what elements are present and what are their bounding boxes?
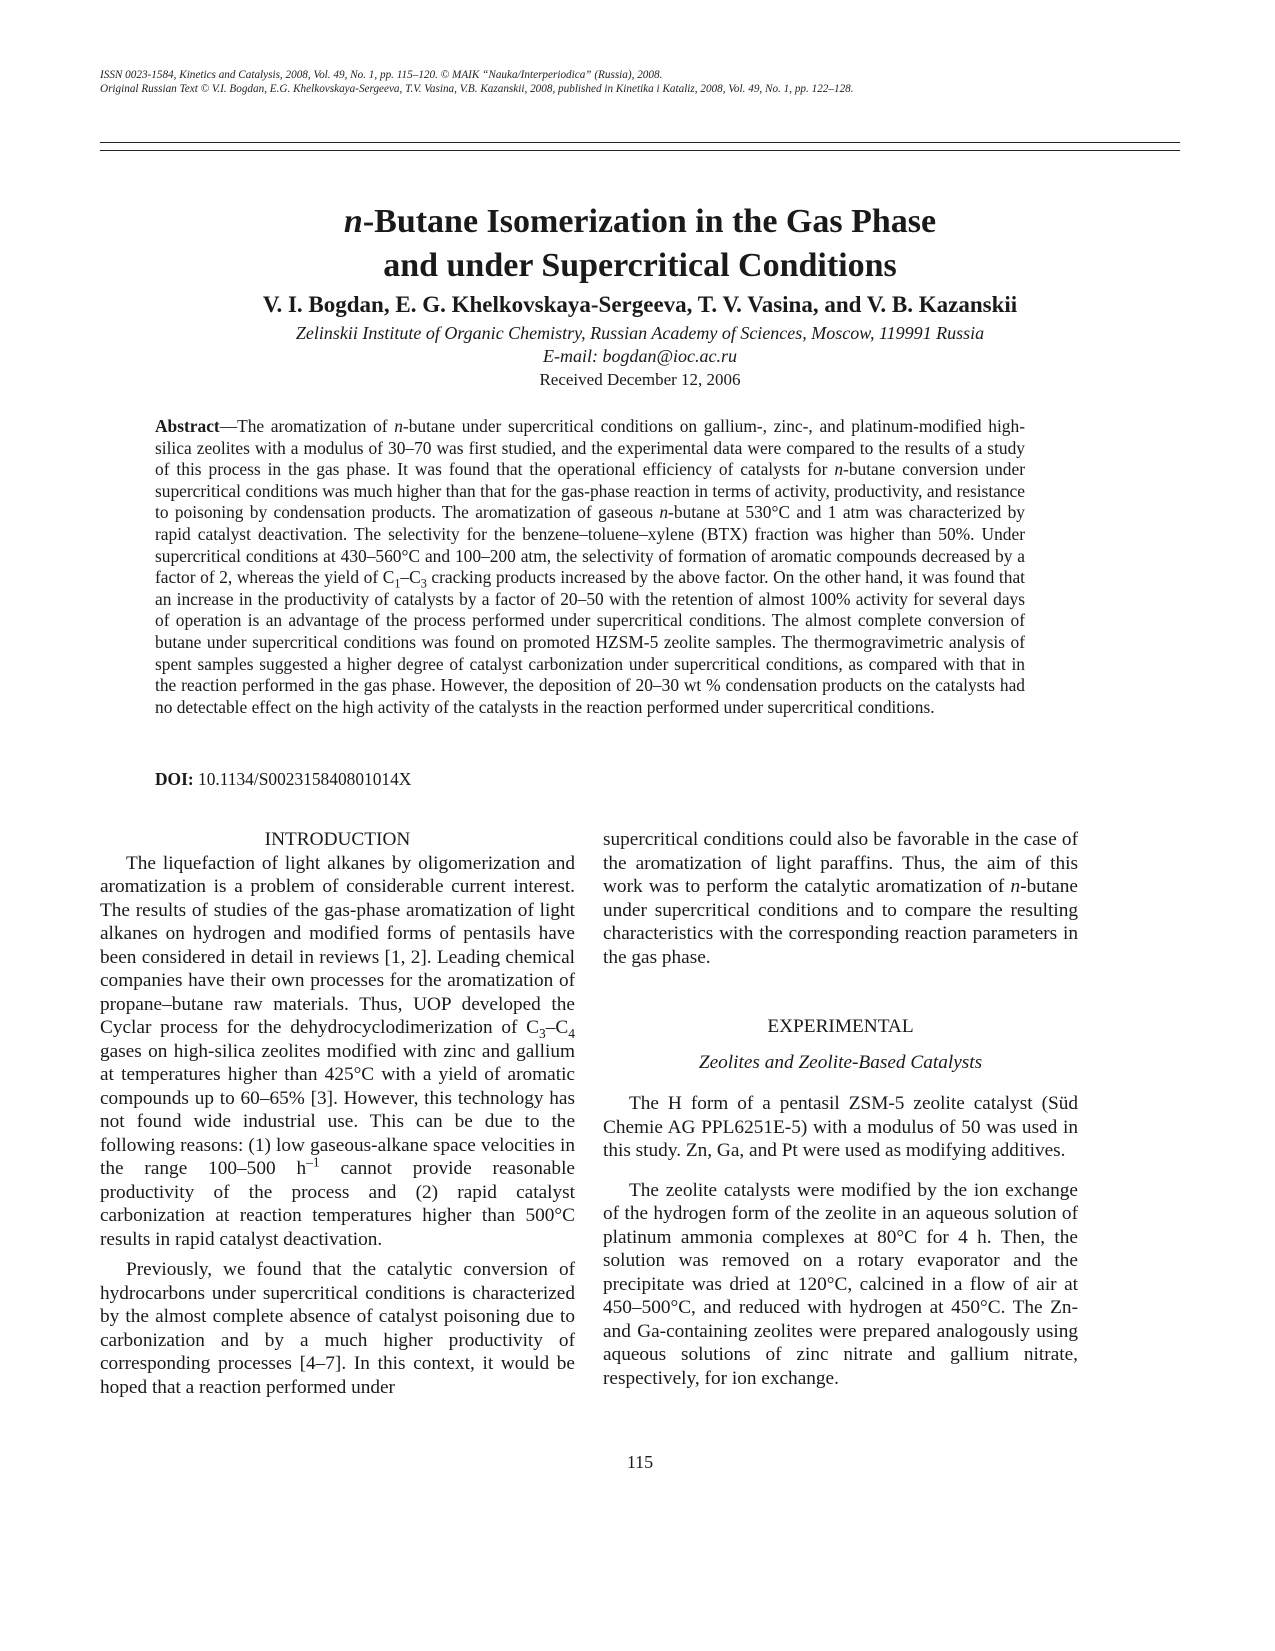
left-column: [100, 828, 575, 1399]
authors: V. I. Bogdan, E. G. Khelkovskaya-Sergeeva, T. V. Vasina, and V. B. Kazanskii: [262, 292, 1018, 317]
doi-label: DOI:: [155, 769, 194, 789]
intro-paragraph-1: The liquefaction of light alkanes by oligomerization and aromatization is a problem of considerable current interest. The results of studies of the gas-phase aromatization of light alkanes on hydrogen and modified forms of pentasils have been considered in detail in reviews [1, 2]. Leading chemical companies have their own processes for the aromatization of propane–butane raw materials. Thus, UOP developed the Cyclar process for the dehydrocyclodimerization of $C_3-C_4$ gases on high-silica zeolites modified with zinc and gallium at temperatures higher than 425°C with a yield of aromatic compounds up to 60–65% [3]. However, this technology has not found wide industrial use. This can be due to the following reasons: (1) low gaseous-alkane space velocities in the range 100–500 $h^{-1}$ cannot provide reasonable productivity of the process and (2) rapid catalyst carbonization at reaction temperatures higher than 500°C results in rapid catalyst deactivation.: [100, 852, 575, 1250]
intro-paragraph-3: supercritical conditions could also be favorable in the case of the aromatization of light paraffins. Thus, the aim of this work was to perform the catalytic aromatization of n-butane under supercritical conditions and to compare the resulting characteristics with the corresponding reaction parameters in the gas phase.: [603, 829, 1078, 968]
experimental-paragraph-2: The zeolite catalysts were modified by the ion exchange of the hydrogen form of the zeolite in an aqueous solution of platinum ammonia complexes at 80°C for 4 h. Then, the solution was removed on a rotary evaporator and the precipitate was dried at 120°C, calcined in a flow of air at 450–500°C, and reduced with hydrogen at 450°C. The Zn- and Ga-containing zeolites were prepared analogously using aqueous solutions of zinc nitrate and gallium nitrate, respectively, for ion exchange.: [603, 1179, 1078, 1389]
abstract-label: Abstract: [155, 416, 220, 436]
page-number: 115: [626, 1452, 654, 1472]
title-italic-n: n: [343, 203, 363, 240]
intro-paragraph-2: Previously, we found that the catalytic conversion of hydrocarbons under supercritical conditions is characterized by the almost complete absence of catalyst poisoning due to carbonization and by a much higher productivity of corresponding processes [4–7]. In this context, it would be hoped that a reaction performed under: [100, 1259, 575, 1398]
experimental-subheading: Zeolites and Zeolite-Based Catalysts: [698, 1051, 983, 1073]
header-rule-bottom: [100, 150, 1180, 151]
introduction-heading: INTRODUCTION: [264, 829, 411, 850]
article-title: [100, 200, 1180, 288]
abstract: Abstract—The aromatization of n-butane under supercritical conditions on gallium-, zinc-, and platinum-modified high-silica zeolites with a modulus of 30–70 was first studied, and the experimental data were compared to the results of a study of this process in the gas phase. It was found that the operational efficiency of catalysts for n-butane conversion under supercritical conditions was much higher than that for the gas-phase reaction in terms of activity, productivity, and resistance to poisoning by condensation products. The aromatization of gaseous n-butane at 530°C and 1 atm was characterized by rapid catalyst deactivation. The selectivity for the benzene–toluene–xylene (BTX) fraction was higher than 50%. Under supercritical conditions at 430–560°C and 100–200 atm, the selectivity of formation of aromatic compounds decreased by a factor of 2, whereas the yield of $C_1-C_3$ cracking products increased by the above factor. On the other hand, it was found that an increase in the productivity of catalysts by a factor of 20–50 with the retention of almost 100% activity for several days of operation is an advantage of the process performed under supercritical conditions. The almost complete conversion of butane under supercritical conditions was found on promoted HZSM-5 zeolite samples. The thermogravimetric analysis of spent samples suggested a higher degree of catalyst carbonization under supercritical conditions, as compared with that in the reaction performed in the gas phase. However, the deposition of 20–30 wt % condensation products on the catalysts had no detectable effect on the high activity of the catalysts in the reaction performed under supercritical conditions.: [155, 416, 1026, 717]
header-rule-top: [100, 142, 1180, 143]
received-date: Received December 12, 2006: [539, 370, 741, 389]
header-line-1: ISSN 0023-1584, Kinetics and Catalysis, 2008, Vol. 49, No. 1, pp. 115–120. © MAIK “Nauka/Interperiodica” (Russia), 2008.: [100, 69, 663, 81]
title-line-2: and under Supercritical Conditions: [383, 247, 897, 284]
title-line-1: -Butane Isomerization in the Gas Phase: [362, 203, 937, 240]
email: E-mail: bogdan@ioc.ac.ru: [542, 346, 738, 366]
doi: [155, 768, 411, 790]
header-line-2: Original Russian Text © V.I. Bogdan, E.G. Khelkovskaya-Sergeeva, T.V. Vasina, V.B. Kazanskii, 2008, published in Kinetika i Kataliz, 2008, Vol. 49, No. 1, pp. 122–128.: [100, 83, 854, 95]
right-column: [603, 828, 1078, 1390]
journal-header: [100, 68, 1180, 96]
affiliation: Zelinskii Institute of Organic Chemistry, Russian Academy of Sciences, Moscow, 119991 Russia: [295, 323, 985, 343]
experimental-heading: EXPERIMENTAL: [767, 1016, 914, 1037]
doi-value: 10.1134/S002315840801014X: [193, 769, 412, 789]
experimental-paragraph-1: The H form of a pentasil ZSM-5 zeolite catalyst (Süd Chemie AG PPL6251E-5) with a modulus of 50 was used in this study. Zn, Ga, and Pt were used as modifying additives.: [603, 1093, 1078, 1161]
